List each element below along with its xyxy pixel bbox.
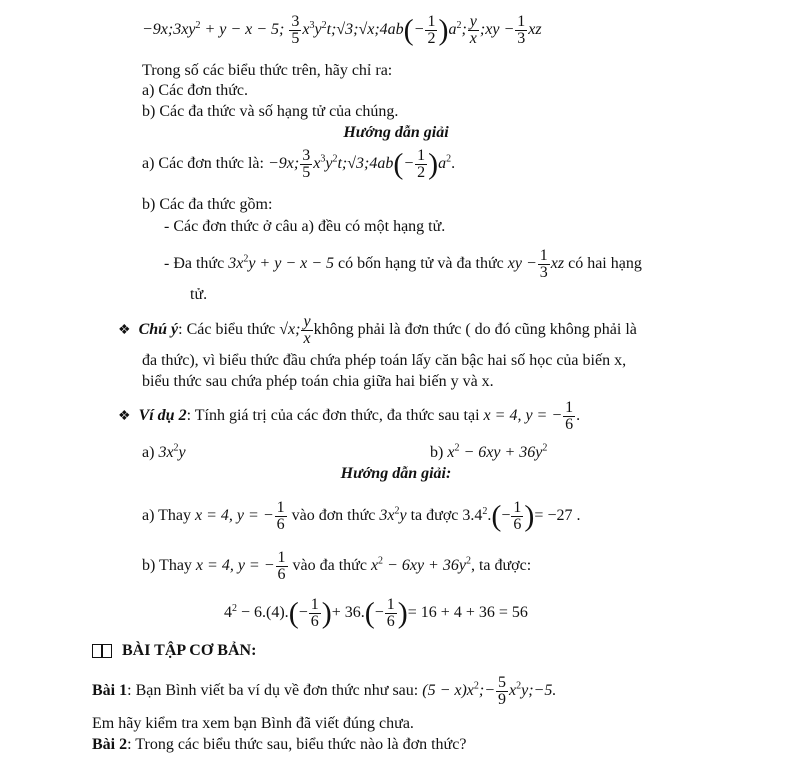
section-header: BÀI TẬP CƠ BẢN: [92,640,256,662]
example2-b: b) $x^2 - 6xy + 36y^2$ [430,442,548,461]
bai1-line: Bài 1: Bạn Bình viết ba ví dụ về đơn thức như sau: $(5 - x)x^2;-$ $\frac{5}{9}$ $x^2y;-5$. [92,674,557,708]
note-line2: đa thức), vì biểu thức đầu chứa phép toán lấy căn bậc hai số học của biến x, [142,352,627,369]
bai1-line2: Em hãy kiểm tra xem bạn Bình đã viết đúng chưa. [92,715,414,732]
solution-a: a) Thay x = 4, y = − $\frac{1}{6}$ vào đơn thức $3x^2y$ ta được $3.4^2.(-$ $\frac{1}{6}$ )= −27 . [142,499,581,533]
example2-line: ❖ Ví dụ 2: Tính giá trị của các đơn thức, đa thức sau tại x = 4, y = − $\frac{1}{6}$ . [118,399,581,433]
guide-title-1: Hướng dẫn giải [343,124,449,141]
note-line1: ❖ Chú ý: Các biểu thức √x; $\frac{y}{x}$ không phải là đơn thức ( do đó cũng không phải là [118,313,637,347]
answer-b-item1: - Các đơn thức ở câu a) đều có một hạng tử. [164,218,446,235]
answer-b-label: b) Các đa thức gồm: [142,196,273,213]
diamond-bullet-icon: ❖ [118,323,131,339]
example2-a: a) $3x^2y$ [142,442,186,461]
answer-a: a) Các đơn thức là: −9x; $\frac{3}{5}$ $x^3y^2t;√3;4ab(-$ $\frac{1}{2}$ )$a^2$. [142,147,456,181]
calculation: $4^2 - 6.(4).(-$ $\frac{1}{6}$ )+ 36.(− $\frac{1}{6}$ )= 16 + 4 + 36 = 56 [224,596,528,630]
book-icon [92,644,112,658]
diamond-bullet-icon: ❖ [118,409,131,425]
question-b: b) Các đa thức và số hạng tử của chúng. [142,103,399,120]
solution-b: b) Thay x = 4, y = − $\frac{1}{6}$ vào đa thức $x^2 - 6xy + 36y^2$, ta được: [142,549,532,583]
answer-b-item2: - Đa thức $3x^2y + y - x - 5$ có bốn hạng tử và đa thức xy − $\frac{1}{3}$ xz có hai hạng [164,247,642,281]
note-line3: biểu thức sau chứa phép toán chia giữa hai biến y và x. [142,373,494,390]
answer-b-item2-cont: tử. [190,286,208,303]
guide-title-2: Hướng dẫn giải: [340,465,452,482]
question-prompt: Trong số các biểu thức trên, hãy chỉ ra: [142,62,393,79]
intro-expression: $-9x;3xy^2 + y - x - 5$; $\frac{3}{5}$ $x^3y^2t;√3;√x;4ab(-$ $\frac{1}{2}$ )$a^2$; $\frac{y}{x}$ ;xy − $\frac{1}{3}$ xz [142,13,542,47]
question-a: a) Các đơn thức. [142,82,248,99]
bai2-line: Bài 2: Trong các biểu thức sau, biểu thức nào là đơn thức? [92,736,467,753]
